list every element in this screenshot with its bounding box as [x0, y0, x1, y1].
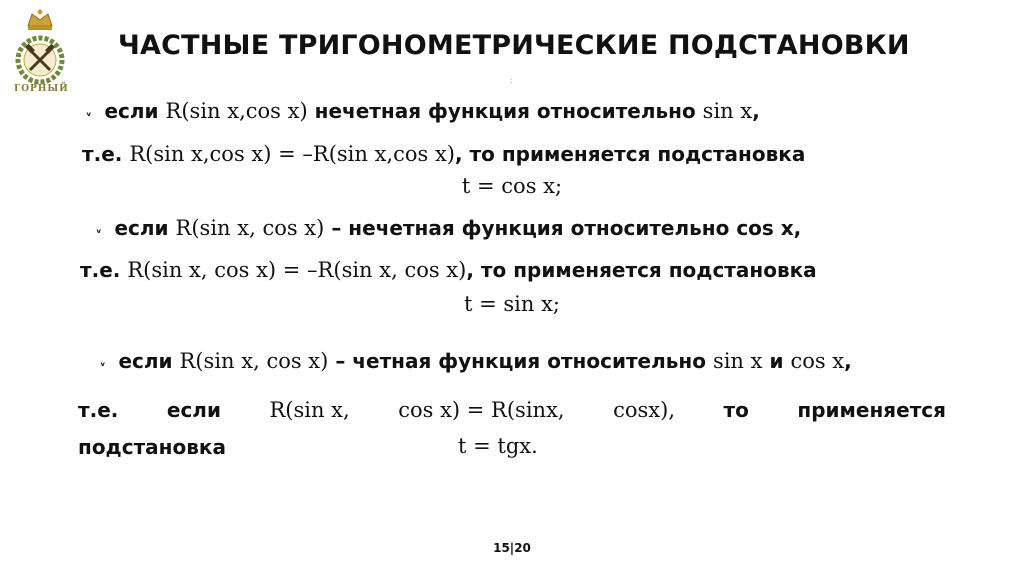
case3-end: , — [844, 349, 852, 373]
case2-te: т.е. — [80, 258, 121, 282]
case1-end: , — [752, 99, 760, 123]
case1-equation: R(sin x,cos x) = –R(sin x,cos x) — [129, 142, 455, 166]
case3-word: cosx), — [613, 398, 676, 422]
case3-word: применяется — [797, 398, 946, 422]
case2-sub: t = sin x; — [464, 292, 560, 316]
case1-apply: , то применяется подстановка — [455, 142, 806, 166]
case1-implication — [82, 142, 805, 166]
case2-implication — [80, 258, 817, 282]
slide-title: ЧАСТНЫЕ ТРИГОНОМЕТРИЧЕСКИЕ ПОДСТАНОВКИ — [118, 30, 910, 61]
case3-var2: cos x — [790, 349, 845, 373]
case1-sub: t = cos x; — [461, 174, 563, 198]
case2-substitution — [0, 292, 1024, 316]
case3-word: т.е. — [78, 398, 119, 422]
case3-var1: sin x — [712, 349, 763, 373]
case3-word: то — [723, 398, 749, 422]
case3-lead: если — [118, 349, 173, 373]
case3-implication — [78, 398, 946, 422]
case3-sub: t = tgx. — [458, 434, 538, 458]
case1-expr: R(sin x,cos x) — [165, 99, 308, 123]
bullet-check-icon: ᵥ — [96, 223, 102, 236]
case1-substitution — [0, 174, 1024, 198]
case1-lead: если — [104, 99, 159, 123]
case2-equation: R(sin x, cos x) = –R(sin x, cos x) — [127, 258, 467, 282]
case1-rest: нечетная функция относительно — [314, 99, 696, 123]
case3-rest: – четная функция относительно — [335, 349, 706, 373]
case3-word: если — [166, 398, 221, 422]
case3-word: R(sin x, — [269, 398, 350, 422]
logo-caption: ГОРНЫЙ — [14, 84, 69, 94]
case1-condition — [86, 99, 760, 123]
case3-expr: R(sin x, cos x) — [179, 349, 329, 373]
case1-te: т.е. — [82, 142, 123, 166]
case2-apply: , то применяется подстановка — [466, 258, 817, 282]
bullet-check-icon: ᵥ — [86, 106, 92, 119]
case1-var: sin x — [702, 99, 753, 123]
case2-rest: – нечетная функция относительно cos x, — [331, 216, 802, 240]
case3-and: и — [769, 349, 784, 373]
case2-expr: R(sin x, cos x) — [175, 216, 325, 240]
case2-lead: если — [114, 216, 169, 240]
stray-mark: : — [510, 76, 513, 85]
case3-substitution — [458, 434, 538, 458]
case3-condition — [100, 349, 852, 373]
case3-line2: подстановка — [78, 435, 226, 459]
case2-condition — [96, 216, 801, 240]
case3-word: cos x) = R(sinx, — [398, 398, 565, 422]
page-number: 15|20 — [493, 541, 531, 555]
bullet-check-icon: ᵥ — [100, 356, 106, 369]
